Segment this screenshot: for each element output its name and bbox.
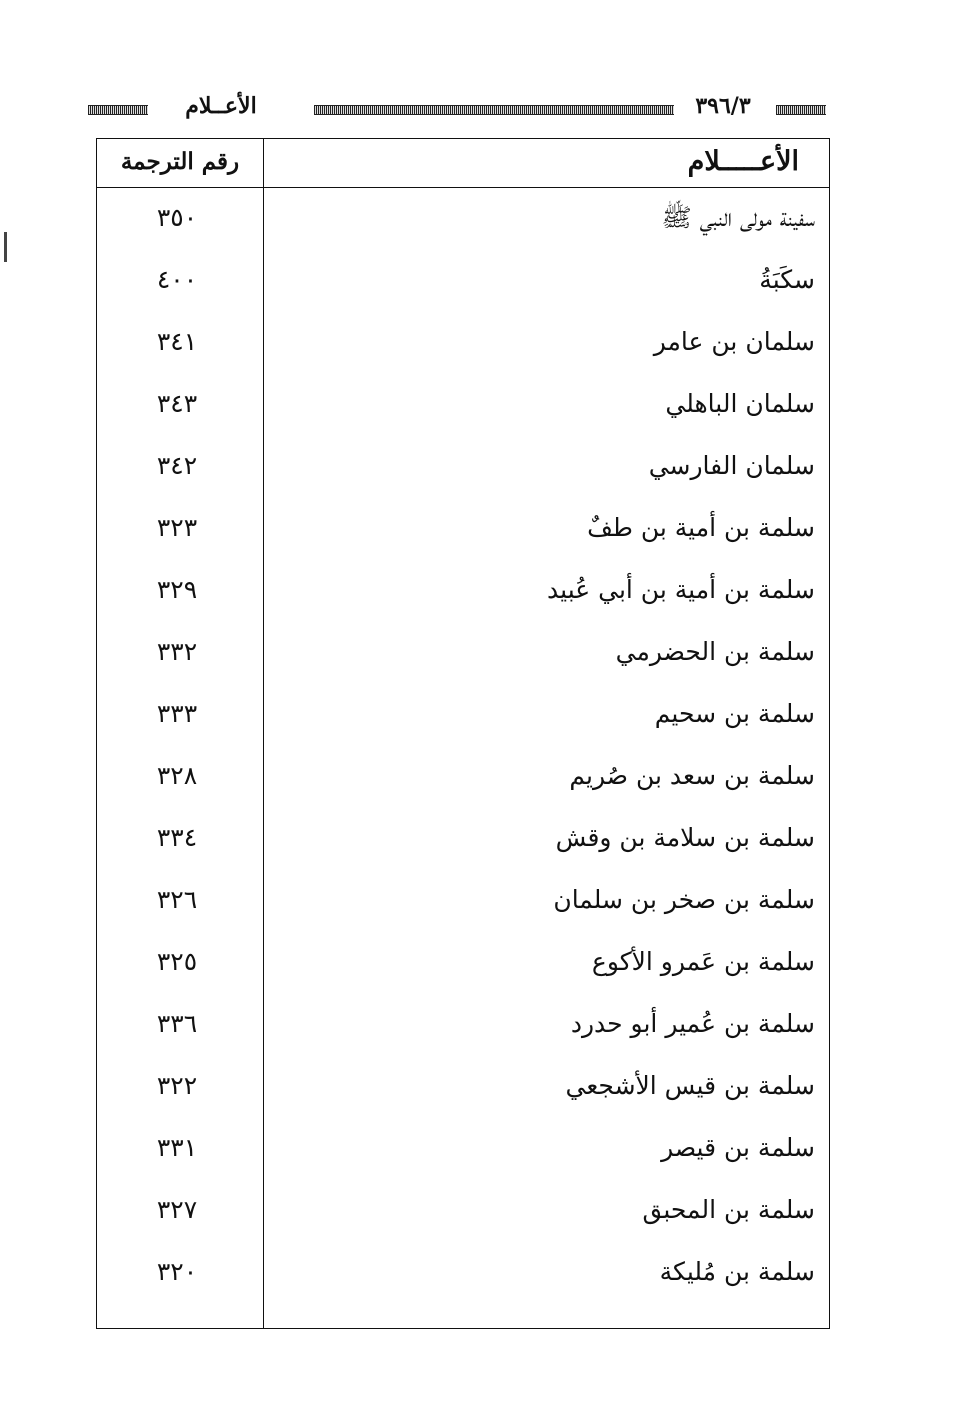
table-header-row <box>97 139 829 188</box>
table-row <box>97 249 829 311</box>
entry-number: ٤٠٠ <box>156 265 198 294</box>
page-header <box>88 95 826 123</box>
table-row <box>97 683 829 745</box>
entry-name: سكَبَةُ <box>759 265 815 294</box>
entry-number: ٣٣٢ <box>156 637 198 666</box>
entry-name: سلمة بن سلامة بن وقش <box>555 823 815 852</box>
entry-name: سلمة بن أمية بن أبي عُبيد <box>547 575 815 604</box>
header-rule-right <box>776 105 826 115</box>
table-row <box>97 931 829 993</box>
entry-name: سلمة بن المحبق <box>642 1195 815 1224</box>
entry-name: سلمة بن عُمير أبو حدرد <box>570 1009 815 1038</box>
entry-number: ٣٢٨ <box>156 761 198 790</box>
table-row <box>97 435 829 497</box>
entry-number: ٣٢٧ <box>156 1195 198 1224</box>
entry-name: سلمان الباهلي <box>665 389 815 418</box>
table-row <box>97 1055 829 1117</box>
table-row <box>97 311 829 373</box>
entry-number: ٣٣٣ <box>156 699 198 728</box>
table-row <box>97 621 829 683</box>
table-row <box>97 745 829 807</box>
header-page-ref: ٣٩٦/٣ <box>695 93 751 119</box>
table-row <box>97 993 829 1055</box>
entry-name: سلمة بن صخر بن سلمان <box>553 885 815 914</box>
entry-name: سلمة بن قيصر <box>661 1133 815 1162</box>
margin-mark <box>4 232 7 262</box>
entry-number: ٣٤١ <box>156 327 198 356</box>
entry-number: ٣٢٠ <box>156 1257 198 1286</box>
table-row <box>97 869 829 931</box>
entry-name: سفينة مولى النبي ﷺ <box>661 203 815 232</box>
table-row <box>97 373 829 435</box>
table-row <box>97 1241 829 1303</box>
entry-number: ٣٢٥ <box>156 947 198 976</box>
entry-name: سلمة بن الحضرمي <box>615 637 815 666</box>
entry-number: ٣٢٦ <box>156 885 198 914</box>
table-row <box>97 1117 829 1179</box>
entry-name: سلمة بن سحيم <box>654 699 815 728</box>
entry-number: ٣٣٦ <box>156 1009 198 1038</box>
header-rule-left <box>88 105 148 115</box>
table-row <box>97 497 829 559</box>
entry-name: سلمان بن عامر <box>653 327 815 356</box>
entry-number: ٣٤٢ <box>156 451 198 480</box>
entry-name: سلمة بن مُليكة <box>659 1257 815 1286</box>
entry-number: ٣٥٠ <box>156 203 198 232</box>
entry-number: ٣٢٣ <box>156 513 198 542</box>
table-row <box>97 559 829 621</box>
entry-name: سلمان الفارسي <box>648 451 815 480</box>
column-header-number: رقم الترجمة <box>120 148 240 175</box>
entry-number: ٣٣٤ <box>156 823 198 852</box>
table-row <box>97 807 829 869</box>
entry-name: سلمة بن عَمرو الأكوع <box>591 947 815 976</box>
entry-name: سلمة بن أمية بن طفٌ <box>587 513 815 542</box>
header-rule-middle <box>314 105 674 115</box>
entry-name: سلمة بن قيس الأشجعي <box>565 1071 815 1100</box>
entry-number: ٣٢٩ <box>156 575 198 604</box>
table-row <box>97 187 829 249</box>
entry-number: ٣٤٣ <box>156 389 198 418</box>
entry-number: ٣٣١ <box>156 1133 198 1162</box>
index-table <box>96 138 830 1329</box>
header-section-title: الأعــلام <box>185 93 257 119</box>
table-row <box>97 1179 829 1241</box>
entry-name: سلمة بن سعد بن صُريم <box>569 761 815 790</box>
entry-number: ٣٢٢ <box>156 1071 198 1100</box>
column-header-names: الأعـــــلام <box>687 146 799 177</box>
